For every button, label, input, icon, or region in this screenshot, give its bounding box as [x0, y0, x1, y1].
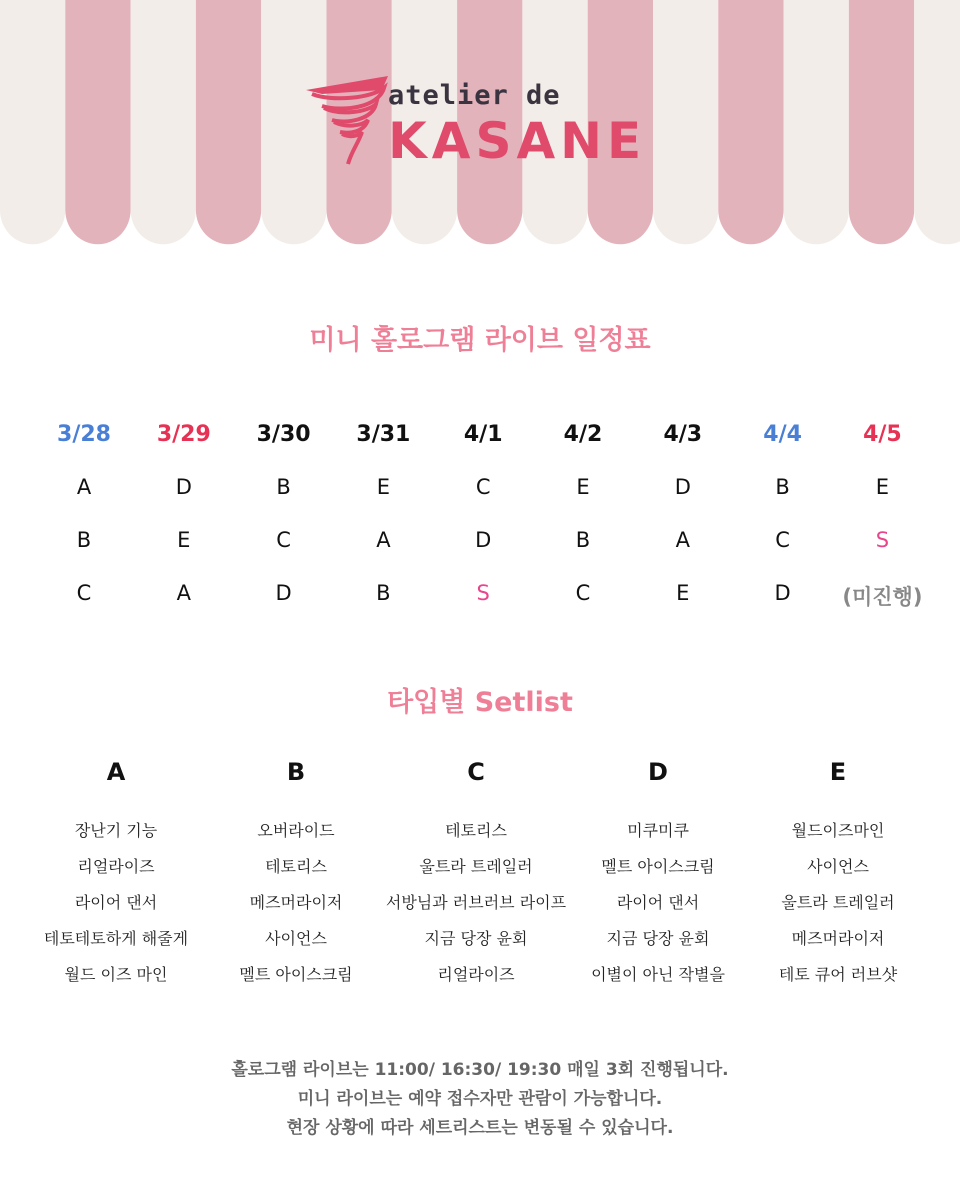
setlist-song: 사이언스	[807, 857, 869, 876]
setlist-song: 이별이 아닌 작별을	[591, 965, 725, 984]
schedule-slot: C	[276, 528, 291, 552]
logo-text-atelier: atelier de	[388, 80, 561, 111]
setlist-column	[563, 758, 753, 998]
setlist-type-heading: D	[648, 758, 668, 786]
schedule-date: 4/3	[663, 422, 703, 447]
schedule-date: 3/31	[356, 422, 411, 447]
setlist-song: 테토리스	[265, 857, 327, 876]
setlist-song: 월드 이즈 마인	[64, 965, 168, 984]
schedule-slot: D	[674, 475, 691, 499]
schedule-slot: A	[76, 475, 92, 499]
setlist-song: 장난기 기능	[74, 821, 158, 840]
awning-stripe	[849, 0, 914, 244]
setlist-song: 울트라 트레일러	[419, 857, 533, 876]
setlist-song: 라이어 댄서	[616, 893, 700, 912]
setlist-song: 리얼라이즈	[77, 857, 155, 876]
schedule-slot: B	[76, 528, 92, 552]
setlist-song: 테토테토하게 해줄게	[43, 929, 189, 948]
schedule-slot: C	[76, 581, 92, 605]
setlist-title: 타입별 Setlist	[387, 687, 573, 718]
awning-stripe	[784, 0, 849, 244]
schedule-slot: E	[376, 475, 391, 499]
schedule-slot: A	[376, 528, 391, 552]
setlist-column	[743, 758, 933, 998]
schedule-column	[733, 422, 833, 634]
schedule-column	[34, 422, 134, 634]
schedule-date: 4/4	[763, 422, 802, 447]
awning-stripe	[65, 0, 130, 244]
setlist-column	[201, 758, 391, 998]
schedule-slot: D	[275, 581, 292, 605]
schedule-slot: E	[676, 581, 690, 605]
schedule-title: 미니 홀로그램 라이브 일정표	[309, 325, 651, 356]
logo-text-kasane: KASANE	[388, 112, 647, 170]
setlist-song: 멜트 아이스크림	[239, 965, 353, 984]
setlist-song: 월드이즈마인	[791, 821, 885, 840]
schedule-slot: C	[475, 475, 491, 499]
setlist-type-heading: E	[829, 758, 847, 786]
setlist-song: 서방님과 러브러브 라이프	[385, 893, 567, 912]
setlist-type-heading: A	[106, 758, 126, 786]
setlist-song: 사이언스	[265, 929, 327, 948]
awning-stripe	[196, 0, 261, 244]
schedule-slot: C	[575, 581, 591, 605]
setlist-song: 오버라이드	[257, 821, 335, 840]
schedule-column	[533, 422, 633, 634]
setlist-column	[21, 758, 211, 998]
setlist-column	[381, 758, 571, 998]
schedule-column	[333, 422, 433, 634]
schedule-slot: B	[575, 528, 591, 552]
setlist-song: 미쿠미쿠	[627, 821, 689, 840]
awning-stripe	[131, 0, 196, 244]
note-line: 현장 상황에 따라 세트리스트는 변동될 수 있습니다.	[286, 1118, 674, 1138]
schedule-slot: E	[576, 475, 590, 499]
schedule-date: 3/28	[57, 422, 111, 447]
schedule-column	[234, 422, 334, 634]
schedule-slot: B	[775, 475, 790, 499]
schedule-slot: B	[376, 581, 391, 605]
schedule-column	[633, 422, 733, 634]
schedule-slot: A	[675, 528, 690, 552]
schedule-slot: S	[476, 581, 490, 605]
setlist-song: 멜트 아이스크림	[601, 857, 715, 876]
setlist-song: 메즈머라이저	[249, 893, 343, 912]
schedule-date: 3/29	[156, 422, 211, 447]
setlist-song: 메즈머라이저	[791, 929, 885, 948]
schedule-slot: (미진행)	[842, 585, 923, 609]
schedule-column	[832, 422, 932, 634]
schedule-date: 4/5	[863, 422, 902, 447]
schedule-slot: A	[176, 581, 191, 605]
schedule-date: 4/1	[463, 422, 503, 447]
schedule-slot: E	[177, 528, 191, 552]
setlist-song: 테토리스	[445, 821, 507, 840]
cream-swirl-icon	[302, 72, 402, 172]
schedule-slot: B	[276, 475, 291, 499]
schedule-slot: D	[175, 475, 192, 499]
schedule-column	[134, 422, 234, 634]
schedule-date: 4/2	[563, 422, 603, 447]
schedule-date: 3/30	[256, 422, 311, 447]
setlist-type-heading: C	[467, 758, 485, 786]
schedule-column	[433, 422, 533, 634]
setlist-type-heading: B	[286, 758, 306, 786]
schedule-slot: D	[475, 528, 492, 552]
note-line: 미니 라이브는 예약 접수자만 관람이 가능합니다.	[297, 1089, 663, 1109]
schedule-slot: E	[875, 475, 890, 499]
setlist-song: 리얼라이즈	[437, 965, 515, 984]
setlist-song: 울트라 트레일러	[781, 893, 895, 912]
setlist-song: 지금 당장 윤회	[606, 929, 710, 948]
schedule-slot: D	[774, 581, 791, 605]
awning-stripe	[718, 0, 783, 244]
awning-stripe	[0, 0, 65, 244]
schedule-slot: C	[775, 528, 790, 552]
setlist-song: 테토 큐어 러브샷	[778, 965, 898, 984]
note-line: 홀로그램 라이브는 11:00/ 16:30/ 19:30 매일 3회 진행됩니다.	[231, 1060, 729, 1080]
setlist-song: 지금 당장 윤회	[424, 929, 528, 948]
setlist-song: 라이어 댄서	[74, 893, 158, 912]
awning-stripe	[914, 0, 960, 244]
notes-block	[0, 1056, 960, 1143]
schedule-slot: S	[875, 528, 890, 552]
brand-logo	[302, 62, 682, 172]
